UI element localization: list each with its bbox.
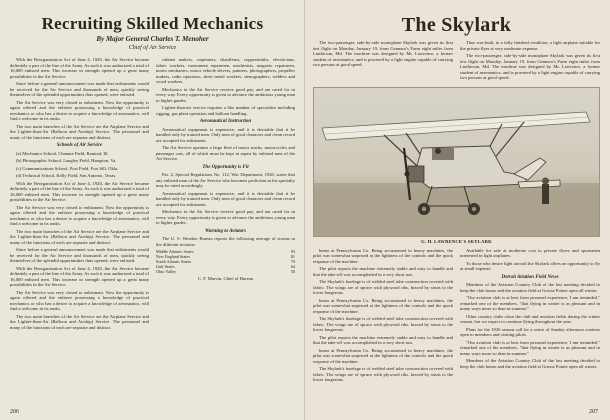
- paragraph: Plans for the 1926 season call for a series of Sunday afternoon contests open to members and visiting pilots.: [460, 326, 600, 337]
- photo-caption: G. H. LAWRENCE'S SKYLARK: [421, 238, 492, 244]
- paragraph: To those who desire light aircraft the Skylark offers an opportunity to fly at small expense.: [460, 260, 600, 271]
- paragraph: cabinet makers, carpenters, chauffeurs, coppersmiths, electricians, fabric workers, instrument repairmen, machinists, magneto repairmen, motor mechanics, motor vehicle drivers, painters, photographers, propeller makers, radio operators, sheet metal workers, stenographers, welders and wood workers.: [156, 57, 295, 84]
- paragraph: The two main branches of the Air Service are the Airplane Service and the Lighter-than-Air (Balloon and Airship) Service. The personnel and many of the functions of each are separate and distinct.: [10, 313, 149, 330]
- table-cell: 64: [290, 264, 295, 269]
- article-subline: Chief of Air Service: [128, 45, 177, 51]
- table-cell: 58: [290, 269, 295, 274]
- paragraph: The Air Service was very closed to enlistment. Now the opportunity is again offered and the enlistee possessing a knowledge of practical mechanics or who has a desire to acquire a knowledge of aeronautics, will find a welcome in its ranks.: [10, 289, 149, 311]
- left-column-1: [10, 57, 149, 332]
- paragraph: With the Reorganization Act of June 4, 1920, the Air Service became definitely a part of the line of the Army. As such it was authorized a total of 16,000 enlisted men. This increase in strength opened up a great many possibilities in the Air Service.: [10, 57, 149, 79]
- list-item: (d) Technical School, Kelly Field, San Antonio, Texas.: [16, 173, 117, 178]
- paragraph: "Our aviation club is at best from personal experience, I am reminded," remarked one of the members, "that flying in winter is as pleasant and in many ways more so than in summer.": [460, 339, 600, 356]
- paragraph: The pilot reports the machine extremely stable and easy to handle and that the take-off was accomplished in a very short run.: [313, 334, 453, 345]
- section-heading: Schools of Air Service: [56, 143, 103, 148]
- page-number: 206: [10, 409, 19, 415]
- table-cell: 81: [290, 254, 295, 259]
- paragraph: The two main branches of the Air Service are the Airplane Service and the Lighter-than-Air (Balloon and Airship) Service. The personnel and many of the functions of each are separate and distinct.: [10, 228, 149, 245]
- paragraph: beam at Pennsylvania Co. Being accustomed to heavy machines, the pilot was somewhat surprised at the lightness of the controls and the quick response of the machine.: [313, 347, 453, 364]
- table-cell: Ohio Valley: [156, 269, 177, 274]
- paragraph: The Skylark's fuselage is of welded steel tube construction covered with fabric. The wings are of spruce with plywood ribs, braced by struts to the lower longerons.: [313, 316, 453, 332]
- paragraph: Other country clubs close the club and aviation fields during the winter season, but we expect to continue flying throughout the year.: [460, 313, 600, 324]
- paragraph: Par. 2, Special Regulations No. 112, War Department, 1920, states that any enlisted man of the Air Service who becomes proficient in his specialty may be rated accordingly.: [156, 172, 295, 188]
- paragraph: Since before a general announcement was made that enlistments would be received for the Air Service and thousands of men, quickly seeing themselves of the splendid opportunities thus opened, were enlisted.: [10, 247, 149, 263]
- list-item: (a) Mechanics School, Chanute Field, Rantoul, Ill.: [16, 150, 109, 156]
- paragraph: Lighter-than-air service requires a like number of specialties including rigging, gas plant operation and balloon handling.: [156, 105, 295, 116]
- table-cell: Gulf States: [156, 264, 175, 269]
- paragraph: Aeronautical equipment is expensive, and it is desirable that it be handled only by trained men. Only men of good character and clean record are accepted for enlistment.: [156, 190, 295, 207]
- left-columns: [10, 57, 295, 332]
- list-item: (c) Communications School, Post Field, Fort Sill, Okla.: [16, 165, 119, 171]
- paragraph: The Skylark's fuselage is of welded steel tube construction covered with fabric. The wings are of spruce with plywood ribs, braced by struts to the lower longerons.: [313, 279, 453, 295]
- right-columns: [313, 248, 600, 385]
- article-title: The Skylark: [401, 14, 512, 36]
- section-heading: The Opportunity is Fit: [202, 164, 249, 170]
- table-cell: New England States: [156, 254, 190, 259]
- list-item: (b) Photographic School, Langley Field, Hampton, Va.: [16, 158, 117, 163]
- paragraph: The pilot reports the machine extremely stable and easy to handle and that the take-off was accomplished in a very short run.: [313, 266, 453, 277]
- paragraph: The two main branches of the Air Service are the Airplane Service and the Lighter-than-Air (Balloon and Airship) Service. The personnel and many of the functions of each are separate and distinct.: [10, 123, 149, 140]
- table-cell: Middle Atlantic States: [156, 249, 194, 254]
- section-heading: Aeronautical Instruction: [199, 119, 252, 124]
- intro-column-2: [460, 40, 600, 83]
- paragraph: With the Reorganization Act of June 4, 1920, the Air Service became definitely a part of the line of the Army. As such it was authorized a total of 16,000 enlisted men. This increase in strength opened up a great many possibilities in the Air Service.: [10, 180, 149, 202]
- table-cell: South Atlantic States: [156, 259, 192, 264]
- paragraph: The two-passenger, side-by-side monoplane Skylark was given its first test flight on Monday, January 19, from Gennaro's Farm eight miles from Linthicum, Md. The machine was designed by Mr. Lawrence, a former student of aeronautics, and is powered by a light engine capable of carrying two persons at good speed.: [460, 53, 600, 80]
- paragraph: Members of the Aviation Country Club of the last meeting decided to keep the club house and the aviation field at Grosse Pointe open all winter.: [460, 282, 600, 293]
- paragraph: The Air Service was very closed to enlistment. Now the opportunity is again offered and the enlistee possessing a knowledge of practical mechanics or who has a desire to acquire a knowledge of aeronautics, will find a welcome in its ranks.: [10, 204, 149, 226]
- paragraph: With the Reorganization Act of June 4, 1920, the Air Service became definitely a part of the line of the Army. As such it was authorized a total of 16,000 enlisted men. This increase in strength opened up a great many possibilities in the Air Service.: [10, 265, 149, 287]
- paragraph: Mechanics in the Air Service receive good pay, and are cared for in every way. Every opportunity is given to advance the ambitious young man to higher grades.: [156, 209, 295, 225]
- right-column-1: [313, 248, 453, 385]
- paragraph: "Our aviation club is at best from personal experience, I am reminded," remarked one of the members, "that flying in winter is as pleasant and in many ways more so than in summer.": [460, 295, 600, 311]
- paragraph: Aeronautical equipment is expensive, and it is desirable that it be handled only by trained men. Only men of good character and clean record are accepted for enlistment.: [156, 126, 295, 143]
- paragraph: beam at Pennsylvania Co. Being accustomed to heavy machines, the pilot was somewhat surprised at the lightness of the controls and the quick response of the machine.: [313, 297, 453, 314]
- right-column-2: [460, 248, 600, 385]
- left-column-2: [156, 57, 295, 332]
- section-heading: Detroit Aviation Field News: [501, 274, 559, 280]
- paragraph: Thus was built, in a fully finished condition, a light airplane suitable for the private flyer at very moderate expense.: [460, 40, 600, 51]
- table-cell: 70: [290, 259, 295, 264]
- article-title: Recruiting Skilled Mechanics: [41, 14, 264, 33]
- paragraph: Available for sale at moderate cost to private flyers and sportsmen interested in light airplanes.: [460, 247, 600, 258]
- signature: C. F. Marvin, Chief of Bureau: [197, 276, 254, 281]
- right-page: [305, 0, 610, 420]
- intro-columns: [313, 40, 600, 83]
- paragraph: beam at Pennsylvania Co. Being accustomed to heavy machines, the pilot was somewhat surprised at the lightness of the controls and the quick response of the machine.: [313, 247, 453, 264]
- page-number: 207: [589, 409, 598, 415]
- paragraph: The two-passenger, side-by-side monoplane Skylark was given its first test flight on Monday, January 19, from Gennaro's Farm eight miles from Linthicum, Md. The machine was designed by Mr. Lawrence, a former student of aeronautics, and is powered by a light engine capable of carrying two persons at good speed.: [313, 40, 453, 67]
- article-byline: By Major General Charles T. Menoher: [96, 35, 209, 43]
- paragraph: The Air Service was very closed to enlistment. Now the opportunity is again offered and the enlistee possessing a knowledge of practical mechanics or who has a desire to acquire a knowledge of aeronautics, will find a welcome in its ranks.: [10, 99, 149, 121]
- table-cell: 93: [290, 249, 295, 254]
- paragraph: Since before a general announcement was made that enlistments would be received for the Air Service and thousands of men, quickly seeing themselves of the splendid opportunities thus opened, were enlisted.: [10, 81, 149, 97]
- table-row: [156, 269, 295, 274]
- section-heading: Warning to Aviators: [204, 228, 247, 234]
- paragraph: Members of the Aviation Country Club of the last meeting decided to keep the club house and the aviation field at Grosse Pointe open all winter.: [460, 358, 600, 369]
- monoplane-illustration: [314, 88, 599, 236]
- paragraph: The U. S. Weather Bureau reports the following average of storms in the different sections:: [156, 236, 295, 247]
- paragraph: The Skylark's fuselage is of welded steel tube construction covered with fabric. The wings are of spruce with plywood ribs, braced by struts to the lower longerons.: [313, 366, 453, 382]
- paragraph: Mechanics in the Air Service receive good pay, and are cared for in every way. Every opportunity is given to advance the ambitious young man to higher grades.: [156, 86, 295, 103]
- paragraph: The Air Service operates a large fleet of motor trucks, motorcycles and passenger cars, all of which must be kept in repair by enlisted men of the Air Service.: [156, 145, 295, 161]
- intro-column-1: [313, 40, 453, 83]
- skylark-photo: [313, 87, 600, 237]
- storm-table: [156, 249, 295, 274]
